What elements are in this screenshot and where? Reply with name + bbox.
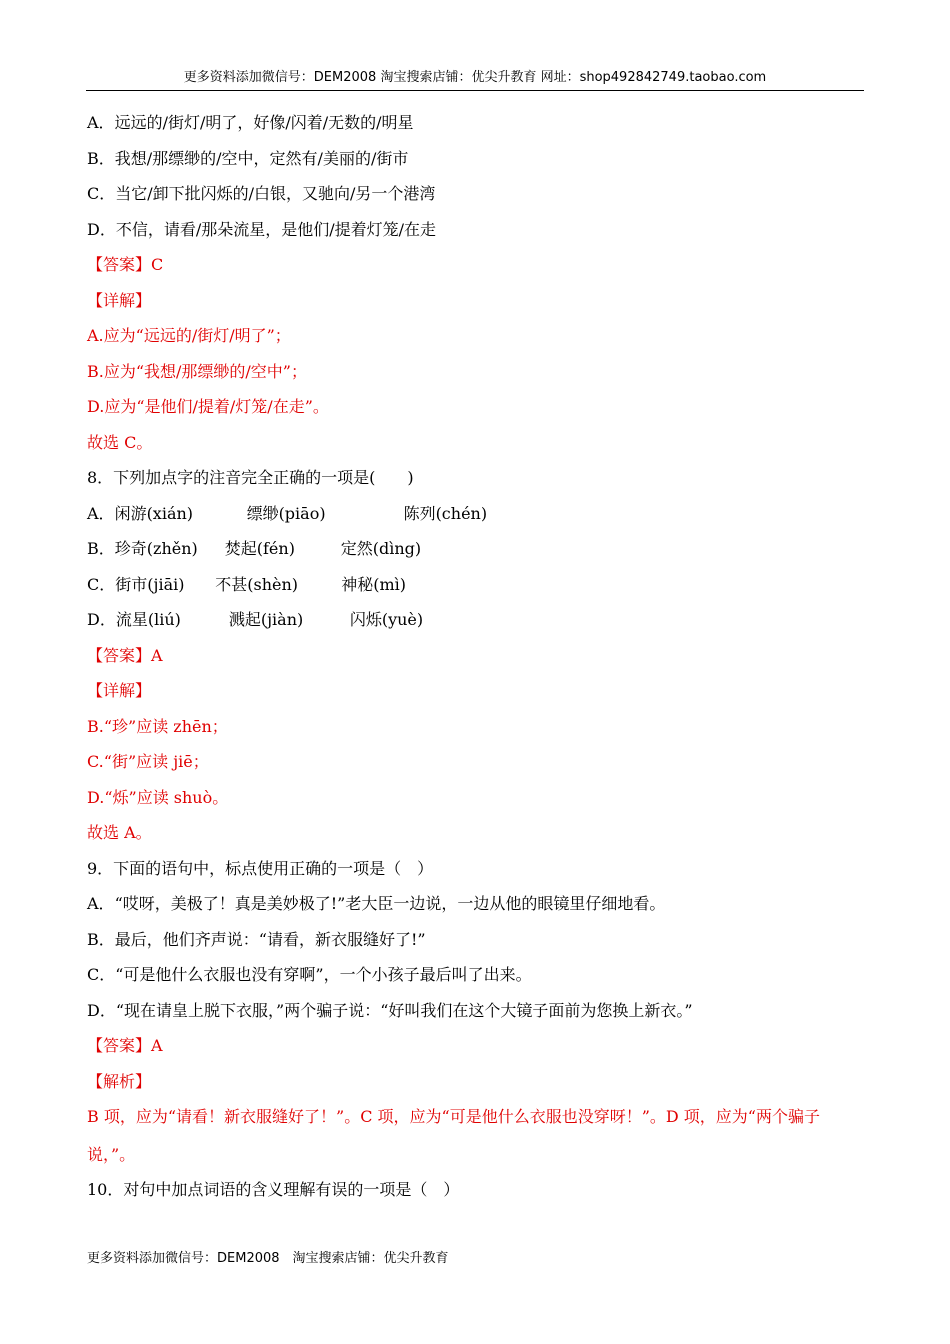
page-header: 更多资料添加微信号：DEM2008 淘宝搜索店铺：优尖升教育 网址：shop492842749.taobao.com bbox=[86, 66, 864, 91]
q9-detail-heading: 【解析】 bbox=[87, 1071, 152, 1091]
q8-option-b: B．珍奇(zhěn) 焚起(fén) 定然(dìng) bbox=[87, 539, 422, 558]
q8-detail-d: D.“烁”应读 shuò。 bbox=[87, 787, 229, 807]
q7-option-d: D．不信，请看/那朵流星，是他们/提着灯笼/在走 bbox=[87, 219, 437, 239]
q7-option-d-text: 不信，请看/那朵流星，是他们/提着灯笼/在走 bbox=[115, 219, 437, 239]
q7-option-a-text: 远远的/街灯/明了，好像/闪着/无数的/明星 bbox=[114, 113, 414, 132]
q7-detail-heading: 【详解】 bbox=[87, 290, 152, 310]
q7-conclusion: 故选 C。 bbox=[87, 432, 153, 452]
q8-detail-b: B.“珍”应读 zhēn； bbox=[87, 716, 228, 736]
page-content bbox=[87, 113, 857, 1216]
q7-option-b-text: 我想/那缥缈的/空中，定然有/美丽的/街市 bbox=[114, 148, 409, 168]
q8-detail-heading: 【详解】 bbox=[87, 681, 152, 700]
q10-stem: 10．对句中加点词语的含义理解有误的一项是（ ） bbox=[87, 1180, 460, 1199]
q7-option-a: A．远远的/街灯/明了，好像/闪着/无数的/明星 bbox=[87, 113, 414, 132]
q7-detail-d: D.应为“是他们/提着/灯笼/在走”。 bbox=[87, 397, 329, 416]
q9-stem: 9．下面的语句中，标点使用正确的一项是（ ） bbox=[87, 858, 434, 878]
q9-option-a: A．“哎呀，美极了！真是美妙极了!”老大臣一边说，一边从他的眼镜里仔细地看。 bbox=[87, 894, 666, 913]
q7-option-c-text: 当它/卸下批闪烁的/白银，又驰向/另一个港湾 bbox=[115, 184, 436, 203]
q8-conclusion: 故选 A。 bbox=[87, 823, 152, 842]
q8-stem: 8．下列加点字的注音完全正确的一项是( ) bbox=[87, 468, 414, 487]
q9-detail-text: B 项，应为“请看！新衣服缝好了！”。C 项，应为“可是他什么衣服也没穿呀！”。D 项，应为“两个骗子说，”。 bbox=[87, 1107, 820, 1164]
page-footer: 更多资料添加微信号：DEM2008 淘宝搜索店铺：优尖升教育 bbox=[87, 1251, 449, 1266]
q8-option-d: D．流星(liú) 溅起(jiàn) 闪烁(yuè) bbox=[87, 610, 424, 629]
q8-option-c: C．街市(jiāi) 不甚(shèn) 神秘(mì) bbox=[87, 574, 407, 594]
q9-option-d: D．“现在请皇上脱下衣服，”两个骗子说：“好叫我们在这个大镜子面前为您换上新衣。” bbox=[87, 1000, 693, 1020]
q9-option-c: C．“可是他什么衣服也没有穿啊”，一个小孩子最后叫了出来。 bbox=[87, 965, 532, 984]
q9-answer: 【答案】A bbox=[87, 1036, 163, 1055]
q7-option-c: C．当它/卸下批闪烁的/白银，又驰向/另一个港湾 bbox=[87, 184, 436, 203]
q9-option-b: B．最后，他们齐声说：“请看，新衣服缝好了!” bbox=[87, 929, 426, 949]
q7-answer: 【答案】C bbox=[87, 255, 164, 274]
q7-option-b: B．我想/那缥缈的/空中，定然有/美丽的/街市 bbox=[87, 148, 409, 168]
q7-detail-b: B.应为“我想/那缥缈的/空中”； bbox=[87, 361, 307, 381]
q7-detail-a: A.应为“远远的/街灯/明了”； bbox=[87, 326, 291, 345]
q8-option-a: A．闲游(xián) 缥缈(piāo) 陈列(chén) bbox=[87, 503, 488, 523]
q8-detail-c: C.“街”应读 jiē； bbox=[87, 752, 209, 771]
q8-answer: 【答案】A bbox=[87, 645, 163, 665]
